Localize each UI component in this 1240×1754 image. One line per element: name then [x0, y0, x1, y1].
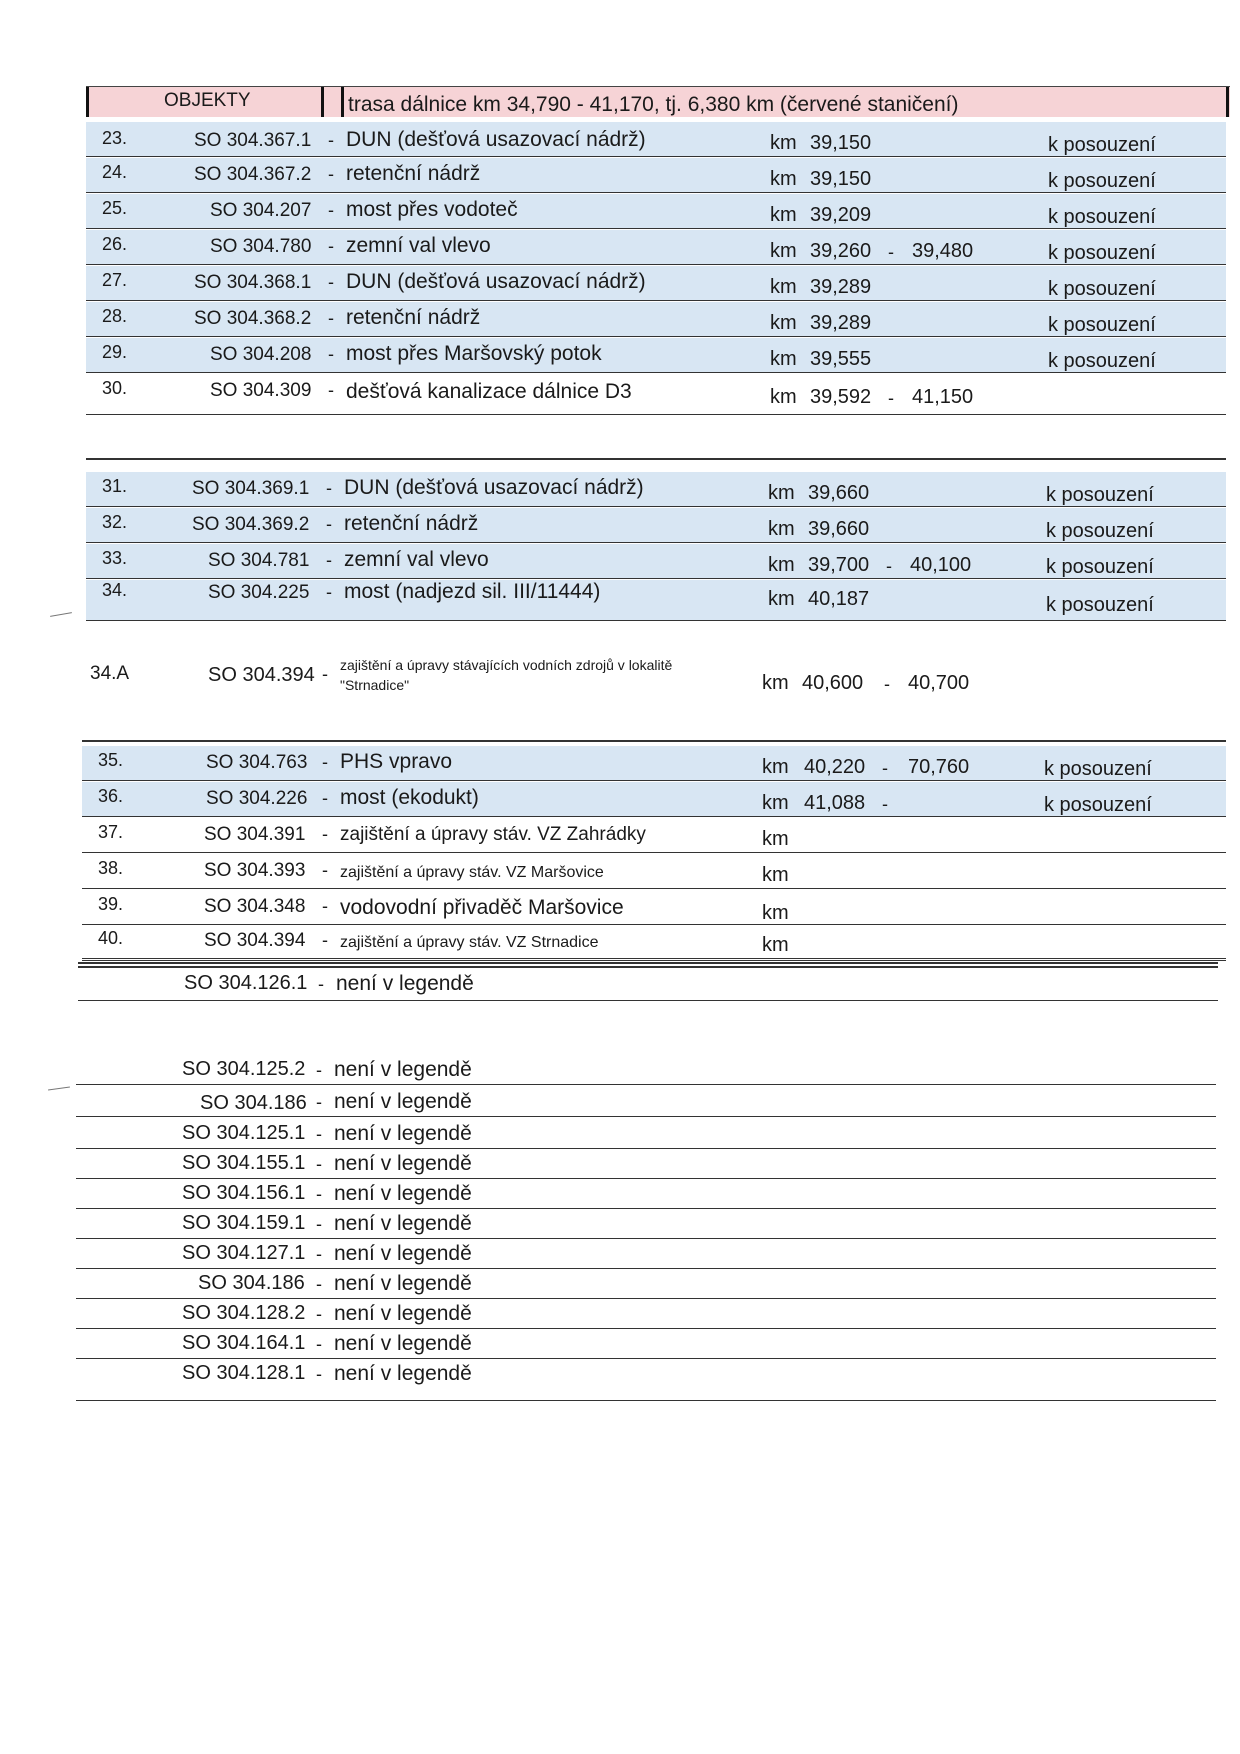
- km-to: 39,480: [912, 240, 974, 262]
- separator-dash: -: [316, 1184, 322, 1204]
- table-row: [82, 926, 1226, 961]
- object-description: vodovodní přivaděč Maršovice: [340, 896, 624, 919]
- km-from: 39,660: [808, 518, 870, 540]
- row-number: 33.: [102, 548, 128, 568]
- object-code: SO 304.348: [204, 896, 306, 917]
- km-from: 39,700: [808, 554, 870, 576]
- km-from: 39,289: [810, 312, 872, 334]
- row-number: 28.: [102, 306, 128, 326]
- table-row: [86, 122, 1226, 157]
- separator-dash: -: [328, 130, 334, 150]
- separator-dash: -: [318, 974, 324, 994]
- object-code: SO 304.225: [208, 582, 310, 603]
- table-row: [82, 782, 1226, 817]
- km-label: km: [762, 828, 789, 850]
- km-label: km: [770, 240, 797, 262]
- status-note: k posouzení: [1046, 484, 1154, 506]
- separator-dash: -: [316, 1092, 322, 1112]
- range-dash: -: [882, 758, 888, 778]
- table-header: [86, 86, 1230, 117]
- object-description-line1: zajištění a úpravy stávajících vodních zdrojů v lokalitě: [340, 657, 673, 673]
- km-from: 41,088: [804, 792, 866, 814]
- km-label: km: [762, 934, 789, 956]
- separator-dash: -: [326, 582, 332, 602]
- status-note: k posouzení: [1048, 350, 1156, 372]
- object-description: retenční nádrž: [346, 162, 481, 185]
- table-row: [86, 194, 1226, 229]
- legend-row: [76, 1088, 1216, 1117]
- legend-note: není v legendě: [334, 1090, 472, 1113]
- table-row: [86, 508, 1226, 543]
- header-right-bar: [1226, 87, 1229, 117]
- row-number: 23.: [102, 128, 128, 148]
- legend-row: [76, 1180, 1216, 1209]
- table-row: [82, 854, 1226, 889]
- header-divider-bar: [341, 87, 344, 117]
- separator-dash: -: [326, 550, 332, 570]
- row-number: 24.: [102, 162, 128, 182]
- row-number: 31.: [102, 476, 128, 496]
- km-label: km: [770, 204, 797, 226]
- separator-dash: -: [316, 1214, 322, 1234]
- separator-dash: -: [316, 1060, 322, 1080]
- status-note: k posouzení: [1048, 170, 1156, 192]
- km-label: km: [762, 672, 789, 694]
- km-label: km: [768, 554, 795, 576]
- km-from: 40,187: [808, 588, 870, 610]
- separator-dash: -: [328, 272, 334, 292]
- km-label: km: [770, 168, 797, 190]
- legend-note: není v legendě: [334, 1242, 472, 1265]
- header-divider-bar: [321, 87, 324, 117]
- km-label: km: [770, 276, 797, 298]
- object-code: SO 304.186: [200, 1092, 307, 1114]
- km-label: km: [762, 792, 789, 814]
- legend-row: [76, 1120, 1216, 1149]
- km-from: 39,260: [810, 240, 872, 262]
- object-code: SO 304.781: [208, 550, 310, 571]
- group-top-rule: [86, 458, 1226, 460]
- object-description: zemní val vlevo: [346, 234, 491, 257]
- header-left-bar: [86, 87, 89, 117]
- separator-dash: -: [316, 1304, 322, 1324]
- object-code: SO 304.125.2: [182, 1058, 306, 1080]
- km-label: km: [768, 588, 795, 610]
- range-dash: -: [888, 388, 894, 408]
- status-note: k posouzení: [1048, 314, 1156, 336]
- object-description: zemní val vlevo: [344, 548, 489, 571]
- object-description: retenční nádrž: [346, 306, 481, 329]
- object-description-line2: "Strnadice": [340, 677, 410, 693]
- object-code: SO 304.128.1: [182, 1362, 306, 1384]
- object-code: SO 304.186: [198, 1272, 305, 1294]
- table-row: [86, 580, 1226, 621]
- row-number: 37.: [98, 822, 124, 842]
- separator-dash: -: [316, 1154, 322, 1174]
- header-objekty: OBJEKTY: [164, 90, 251, 111]
- legend-note: není v legendě: [336, 972, 474, 995]
- km-label: km: [770, 348, 797, 370]
- separator-dash: -: [328, 308, 334, 328]
- object-description: retenční nádrž: [344, 512, 479, 535]
- table-row: [86, 338, 1226, 373]
- status-note: k posouzení: [1046, 556, 1154, 578]
- km-from: 39,150: [810, 132, 872, 154]
- row-number: 38.: [98, 858, 124, 878]
- legend-row: [76, 1300, 1216, 1329]
- object-code: SO 304.208: [210, 344, 312, 365]
- legend-row: [78, 970, 1218, 1001]
- object-description: most přes vodoteč: [346, 198, 518, 221]
- km-from: 39,209: [810, 204, 872, 226]
- legend-note: není v legendě: [334, 1362, 472, 1385]
- legend-row: [76, 1270, 1216, 1299]
- row-number: 25.: [102, 198, 128, 218]
- legend-note: není v legendě: [334, 1152, 472, 1175]
- table-row: [82, 818, 1226, 853]
- table-row: [86, 302, 1226, 337]
- header-trasa: trasa dálnice km 34,790 - 41,170, tj. 6,380 km (červené staničení): [348, 93, 959, 116]
- object-code: SO 304.368.1: [194, 272, 312, 293]
- row-number: 39.: [98, 894, 124, 914]
- legend-note: není v legendě: [334, 1182, 472, 1205]
- table-row: [86, 374, 1226, 415]
- object-code: SO 304.369.1: [192, 478, 310, 499]
- table-row: [82, 890, 1226, 925]
- legend-row: [76, 1360, 1216, 1401]
- object-code: SO 304.367.2: [194, 164, 312, 185]
- range-dash: -: [888, 242, 894, 262]
- separator-dash: -: [328, 200, 334, 220]
- object-code: SO 304.394: [204, 930, 306, 951]
- object-code: SO 304.393: [204, 860, 306, 881]
- object-code: SO 304.226: [206, 788, 308, 809]
- separator-dash: -: [316, 1124, 322, 1144]
- legend-note: není v legendě: [334, 1058, 472, 1081]
- separator-dash: -: [316, 1334, 322, 1354]
- legend-note: není v legendě: [334, 1332, 472, 1355]
- status-note: k posouzení: [1048, 206, 1156, 228]
- legend-note: není v legendě: [334, 1302, 472, 1325]
- table-row: [86, 266, 1226, 301]
- legend-row: [76, 1056, 1216, 1085]
- row-number: 34.: [102, 580, 128, 600]
- separator-dash: -: [328, 380, 334, 400]
- status-note: k posouzení: [1048, 242, 1156, 264]
- range-dash: -: [882, 794, 888, 814]
- object-code: SO 304.369.2: [192, 514, 310, 535]
- legend-row: [76, 1210, 1216, 1239]
- object-code: SO 304.368.2: [194, 308, 312, 329]
- group-top-rule: [82, 740, 1226, 742]
- km-from: 39,150: [810, 168, 872, 190]
- object-code: SO 304.763: [206, 752, 308, 773]
- row-number: 40.: [98, 928, 124, 948]
- separator-dash: -: [322, 930, 328, 950]
- km-from: 39,592: [810, 386, 872, 408]
- km-label: km: [762, 864, 789, 886]
- km-label: km: [762, 902, 789, 924]
- table-row: [86, 158, 1226, 193]
- object-code: SO 304.780: [210, 236, 312, 257]
- table-row: [86, 472, 1226, 507]
- separator-dash: -: [328, 344, 334, 364]
- legend-row: [76, 1150, 1216, 1179]
- row-number: 34.A: [90, 663, 130, 684]
- separator-dash: -: [322, 860, 328, 880]
- legend-row: [76, 1240, 1216, 1269]
- km-label: km: [768, 518, 795, 540]
- km-label: km: [768, 482, 795, 504]
- object-code: SO 304.207: [210, 200, 312, 221]
- separator-dash: -: [328, 236, 334, 256]
- separator-dash: -: [322, 824, 328, 844]
- km-label: km: [770, 132, 797, 154]
- km-from: 39,660: [808, 482, 870, 504]
- row-number: 29.: [102, 342, 128, 362]
- object-code: SO 304.126.1: [184, 972, 308, 994]
- status-note: k posouzení: [1046, 594, 1154, 616]
- separator-dash: -: [328, 164, 334, 184]
- object-code: SO 304.159.1: [182, 1212, 306, 1234]
- km-from: 40,600: [802, 672, 864, 694]
- object-code: SO 304.128.2: [182, 1302, 306, 1324]
- km-label: km: [770, 386, 797, 408]
- row-number: 35.: [98, 750, 124, 770]
- separator-dash: -: [322, 788, 328, 808]
- object-code: SO 304.164.1: [182, 1332, 306, 1354]
- object-code: SO 304.156.1: [182, 1182, 306, 1204]
- object-code: SO 304.394: [208, 664, 315, 686]
- km-from: 39,555: [810, 348, 872, 370]
- legend-note: není v legendě: [334, 1122, 472, 1145]
- km-label: km: [762, 756, 789, 778]
- separator-dash: -: [316, 1244, 322, 1264]
- separator-dash: -: [322, 752, 328, 772]
- table-row: [86, 230, 1226, 265]
- object-description: most přes Maršovský potok: [346, 342, 602, 365]
- table-row: [82, 746, 1226, 781]
- legend-note: není v legendě: [334, 1272, 472, 1295]
- object-description: DUN (dešťová usazovací nádrž): [346, 128, 646, 151]
- row-number: 36.: [98, 786, 124, 806]
- km-from: 39,289: [810, 276, 872, 298]
- status-note: k posouzení: [1044, 758, 1152, 780]
- object-code: SO 304.309: [210, 380, 312, 401]
- status-note: k posouzení: [1046, 520, 1154, 542]
- object-description: DUN (dešťová usazovací nádrž): [346, 270, 646, 293]
- object-description: most (ekodukt): [340, 786, 479, 809]
- object-code: SO 304.125.1: [182, 1122, 306, 1144]
- object-description: most (nadjezd sil. III/11444): [344, 580, 601, 603]
- object-code: SO 304.391: [204, 824, 306, 845]
- separator-dash: -: [316, 1364, 322, 1384]
- row-number: 26.: [102, 234, 128, 254]
- object-code: SO 304.367.1: [194, 130, 312, 151]
- object-description: DUN (dešťová usazovací nádrž): [344, 476, 644, 499]
- status-note: k posouzení: [1048, 134, 1156, 156]
- separator-dash: -: [322, 896, 328, 916]
- separator-dash: -: [322, 664, 328, 684]
- range-dash: -: [884, 674, 890, 694]
- separator-dash: -: [326, 514, 332, 534]
- legend-row: [76, 1330, 1216, 1359]
- row-number: 32.: [102, 512, 128, 532]
- object-description: PHS vpravo: [340, 750, 453, 773]
- object-description: zajištění a úpravy stáv. VZ Maršovice: [340, 864, 604, 881]
- km-to: 40,700: [908, 672, 970, 694]
- km-from: 40,220: [804, 756, 866, 778]
- km-to: 70,760: [908, 756, 970, 778]
- object-description: zajištění a úpravy stáv. VZ Strnadice: [340, 934, 599, 951]
- status-note: k posouzení: [1048, 278, 1156, 300]
- separator-dash: -: [316, 1274, 322, 1294]
- double-rule: [78, 962, 1218, 964]
- km-label: km: [770, 312, 797, 334]
- table-row: [86, 544, 1226, 579]
- legend-note: není v legendě: [334, 1212, 472, 1235]
- object-code: SO 304.155.1: [182, 1152, 306, 1174]
- km-to: 41,150: [912, 386, 974, 408]
- row-number: 30.: [102, 378, 128, 398]
- object-description: zajištění a úpravy stáv. VZ Zahrádky: [340, 824, 646, 845]
- separator-dash: -: [326, 478, 332, 498]
- object-code: SO 304.127.1: [182, 1242, 306, 1264]
- object-description: dešťová kanalizace dálnice D3: [346, 380, 632, 403]
- pen-mark: [48, 1086, 70, 1090]
- double-rule: [78, 966, 1218, 968]
- status-note: k posouzení: [1044, 794, 1152, 816]
- pen-mark: [50, 612, 72, 617]
- km-to: 40,100: [910, 554, 972, 576]
- row-number: 27.: [102, 270, 128, 290]
- range-dash: -: [886, 556, 892, 576]
